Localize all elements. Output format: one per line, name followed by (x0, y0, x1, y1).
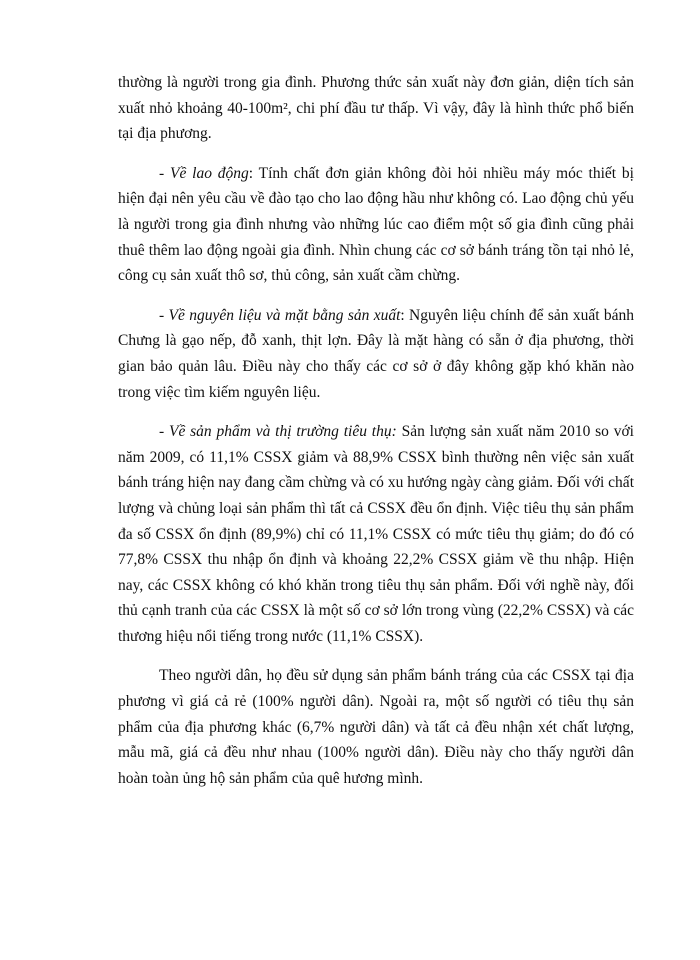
labor-text: : Tính chất đơn giản không đòi hỏi nhiều máy móc thiết bị hiện đại nên yêu cầu về đào tạo cho lao động hầu như không có. Lao động chủ yếu là người trong gia đình nhưng vào những lúc cao điểm một số gia đình cũng phải thuê thêm lao động ngoài gia đình. Nhìn chung các cơ sở bánh tráng tồn tại nhỏ lẻ, công cụ sản xuất thô sơ, thủ công, sản xuất cầm chừng. (118, 164, 634, 285)
document-page (118, 70, 634, 791)
labor-heading: - Về lao động (159, 164, 249, 182)
paragraph-residents: Theo người dân, họ đều sử dụng sản phẩm bánh tráng của các CSSX tại địa phương vì giá cả rẻ (100% người dân). Ngoài ra, một số người có tiêu thụ sản phẩm của địa phương khác (6,7% người dân) và tất cả đều nhận xét chất lượng, mẫu mã, giá cả đều như nhau (100% người dân). Điều này cho thấy người dân hoàn toàn ủng hộ sản phẩm của quê hương mình. (118, 667, 634, 787)
market-heading: - Về sản phẩm và thị trường tiêu thụ: (159, 423, 397, 441)
paragraph-production-method: thường là người trong gia đình. Phương thức sản xuất này đơn giản, diện tích sản xuất nhỏ khoảng 40-100m², chi phí đầu tư thấp. Vì vậy, đây là hình thức phổ biến tại địa phương. (118, 74, 634, 143)
market-text: Sản lượng sản xuất năm 2010 so với năm 2009, có 11,1% CSSX giảm và 88,9% CSSX bình thường nên việc sản xuất bánh tráng hiện nay đang cầm chừng và có xu hướng ngày càng giảm. Đối với chất lượng và chủng loại sản phẩm thì tất cả CSSX đều ổn định. Việc tiêu thụ sản phẩm đa số CSSX ổn định (89,9%) chỉ có 11,1% CSSX có mức tiêu thụ giảm; do đó có 77,8% CSSX thu nhập ổn định và khoảng 22,2% CSSX giảm về thu nhập. Hiện nay, các CSSX không có khó khăn trong tiêu thụ sản phẩm. Đối với nghề này, đối thủ cạnh tranh của các CSSX là một số cơ sở lớn trong vùng (22,2% CSSX) và các thương hiệu nổi tiếng trong nước (11,1% CSSX). (118, 423, 634, 645)
materials-heading: - Về nguyên liệu và mặt bằng sản xuất (159, 306, 401, 324)
paragraph-labor (118, 161, 634, 289)
paragraph-market (118, 419, 634, 649)
paragraph-materials (118, 303, 634, 405)
materials-text: : Nguyên liệu chính để sản xuất bánh Chưng là gạo nếp, đỗ xanh, thịt lợn. Đây là mặt hàng có sẵn ở địa phương, thời gian bảo quản lâu. Điều này cho thấy các cơ sở ở đây không gặp khó khăn nào trong việc tìm kiếm nguyên liệu. (118, 306, 635, 401)
